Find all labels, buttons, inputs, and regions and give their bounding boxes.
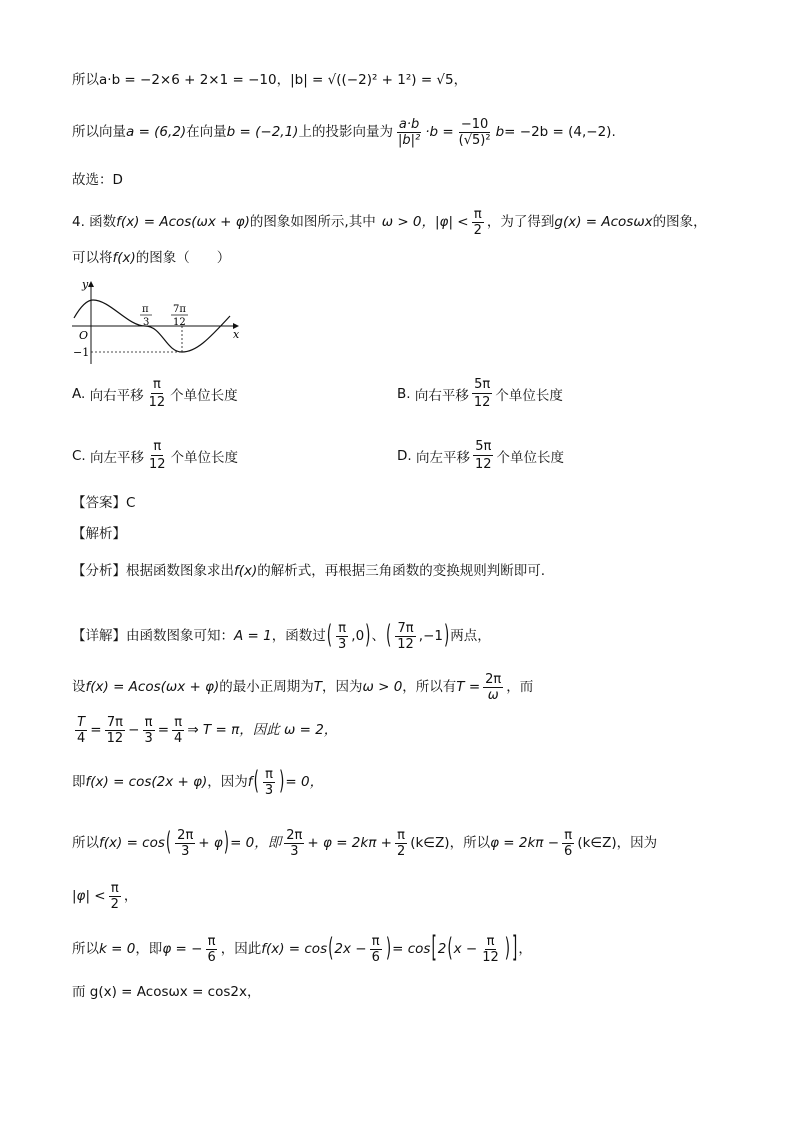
vector-a: a = (6,2)	[126, 123, 187, 140]
xiangjie-line: 【详解】 由函数图象可知： A = 1 ，函数过 ( $\frac{\pi}{3}$ ,0 ) 、 ( $\frac{7\pi}{12}$ ,−1 ) 两点，	[72, 619, 491, 652]
option-b[interactable]: B. 向右平移 $\frac{5\pi}{12}$ 个单位长度	[397, 377, 563, 410]
answer-line: 【答案】 C	[72, 495, 136, 511]
step-1: 设 f(x) = Acos(ωx + φ) 的最小正周期为 T ，因为 ω > 0 ，所以有 T = $\frac{2\pi}{\omega}$ ，而	[72, 672, 534, 703]
question-4-line-2: 可以将 f(x) 的图象（ ）	[72, 250, 231, 266]
step-3: 即 f(x) = cos(2x + φ) ，因为 f ( $\frac{\pi}{3}$ ) = 0，	[72, 765, 324, 798]
y-label: y	[82, 278, 89, 291]
step-5: |φ| < $\frac{\pi}{2}$ ，	[72, 881, 138, 912]
step-7: 而 g(x) = Acosωx = cos2x，	[72, 984, 261, 1000]
dot-product-and-norm: 所以a·b = −2×6 + 2×1 = −10，|b| = √((−2)² + 1²) = √5，	[72, 72, 468, 88]
step-4: 所以 f(x) = cos ( $\frac{2\pi}{3}$ + φ ) = 0，即 $\frac{2\pi}{3}$ + φ = 2kπ + $\frac{\pi}{2}$ (k∈Z)，所以 φ = 2kπ − $\frac{\pi}{6}$ (k∈Z)，因为	[72, 826, 658, 859]
projection-fraction: $\frac{a\cdot b}{\text{|b|²}}$	[397, 117, 421, 148]
tick2-den: 12	[173, 317, 186, 328]
vector-b: b = (−2,1)	[226, 123, 299, 140]
pi-over-2-fraction: $\frac{\pi}{2}$	[473, 207, 482, 238]
text: 所以向量	[72, 123, 126, 140]
prev-answer: 故选：D	[72, 172, 123, 188]
text-line-2: 所以向量 a = (6,2) 在向量 b = (−2,1) 上的投影向量为 $\frac{a\cdot b}{\text{|b|²}}$ ·b = $\frac{-10}{\text{(√5)²}}$ b = −2b = (4,−2).	[72, 117, 616, 148]
text: 上的投影向量为	[298, 123, 393, 140]
question-4-line-1: 4. 函数 f(x) = Acos(ωx + φ) 的图象如图所示,其中 ω > 0，|φ| < $\frac{\pi}{2}$ ，为了得到 g(x) = Acosωx 的图象，	[72, 207, 707, 238]
option-d[interactable]: D. 向左平移 $\frac{5\pi}{12}$ 个单位长度	[397, 439, 565, 472]
text: 在向量	[186, 123, 227, 140]
neg-one-label: −1	[73, 346, 90, 359]
projection-result: = −2b = (4,−2).	[504, 123, 616, 140]
tick1-den: 3	[143, 317, 150, 328]
origin-label: O	[79, 329, 89, 342]
text-line-1	[72, 74, 467, 88]
tick1-num: π	[142, 304, 149, 315]
step-2: $\frac{T}{4}$ = $\frac{7\pi}{12}$ − $\frac{\pi}{3}$ = $\frac{\pi}{4}$ ⇒ T = π，因此 ω = 2，	[77, 715, 338, 746]
analysis-line: 【解析】	[72, 526, 126, 542]
x-label: x	[233, 328, 240, 341]
option-a[interactable]: A. 向右平移 $\frac{\pi}{12}$ 个单位长度	[72, 377, 238, 410]
fenxi-line: 【分析】 根据函数图象求出 f(x) 的解析式，再根据三角函数的变换规则判断即可.	[72, 563, 546, 579]
minus-ten-fraction: $\frac{-10}{\text{(√5)²}}$	[458, 117, 491, 148]
step-6: 所以 k = 0 ，即 φ = − $\frac{\pi}{6}$ ，因此 f(x) = cos ( 2x − $\frac{\pi}{6}$ ) = cos [ 2 ( x − $\frac{\pi}{12}$ ) ] ，	[72, 930, 532, 966]
tick2-num: 7π	[173, 304, 186, 315]
function-graph	[70, 278, 250, 368]
option-c[interactable]: C. 向左平移 $\frac{\pi}{12}$ 个单位长度	[72, 439, 239, 472]
